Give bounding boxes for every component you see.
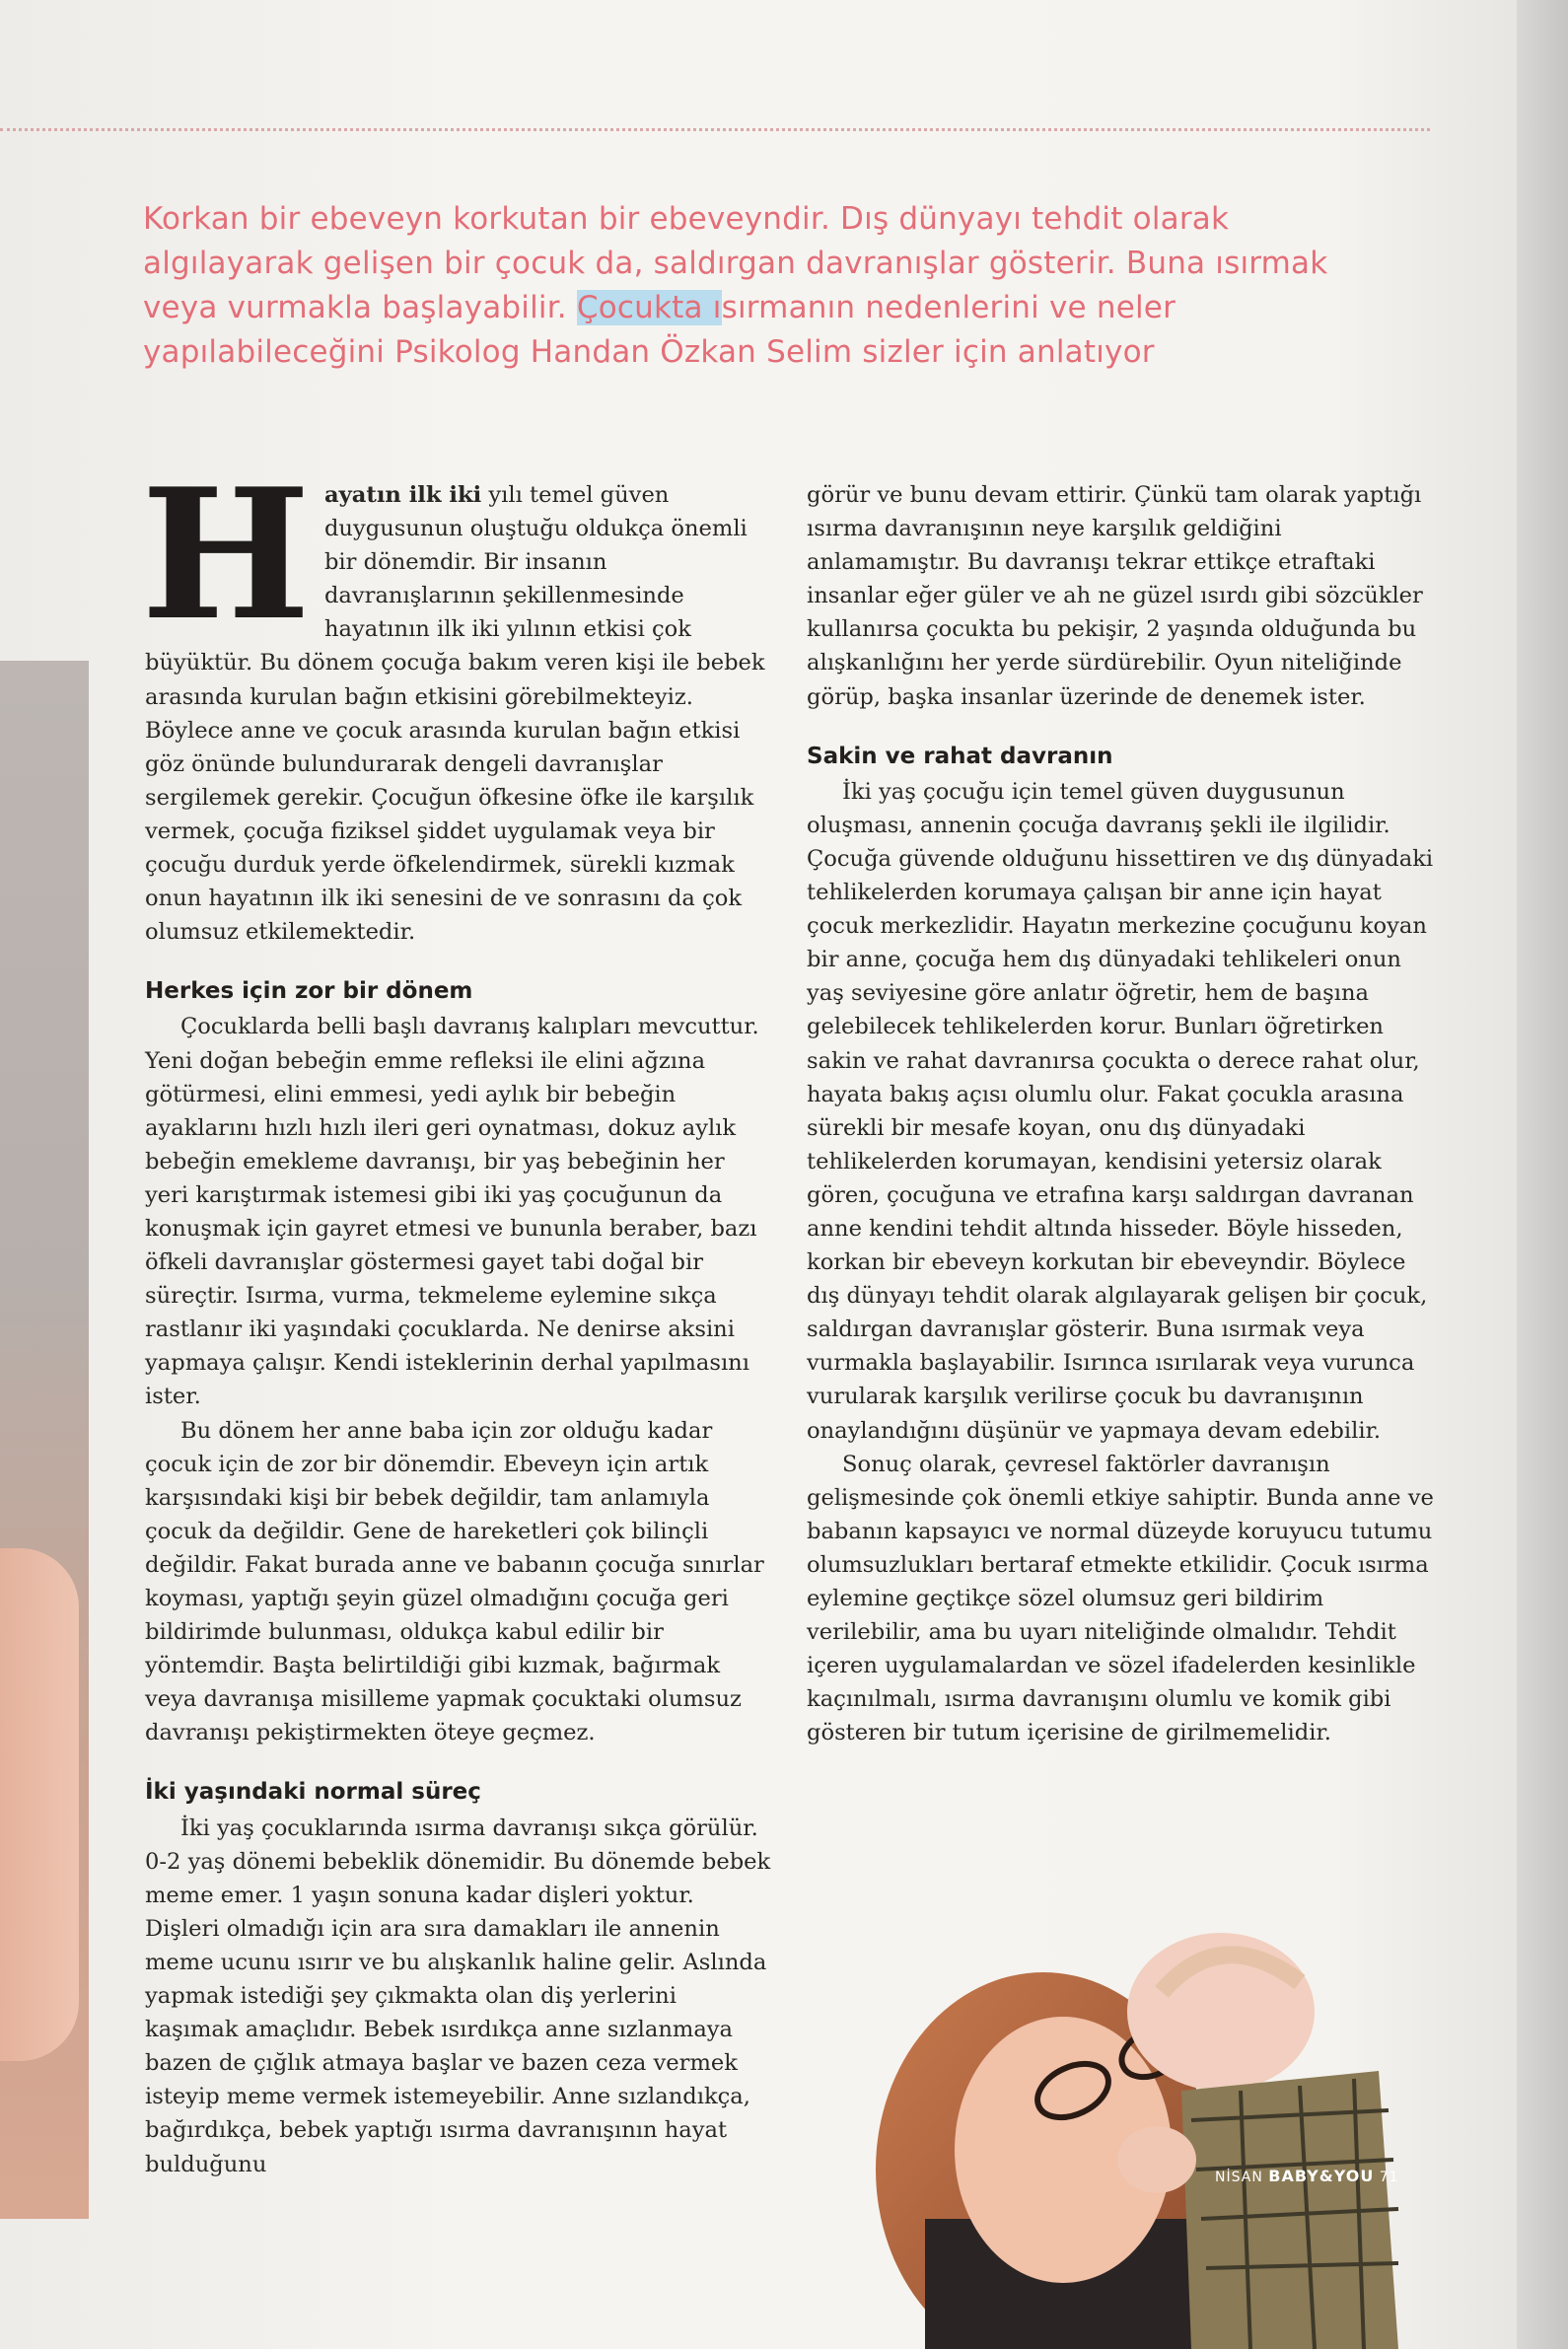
section-heading: Sakin ve rahat davranın	[807, 743, 1113, 769]
dotted-divider	[0, 128, 1430, 131]
body-paragraph: Bu dönem her anne baba için zor olduğu kadar çocuk için de zor bir dönemdir. Ebeveyn için artık karşısındaki kişi bir bebek değildir, tam anlamıyla çocuk da değildir. Gene de hareketleri çok bilinçli değildir. Fakat burada anne ve babanın çocuğa sınırlar koyması, yaptığı şeyin güzel olmadığını çocuğa geri bildirimde bulunması, oldukça kabul edilir bir yöntemdir. Başta belirtildiği gibi kızmak, bağırmak veya davranışa misilleme yapmak çocuktaki olumsuz davranışı pekiştirmekten öteye geçmez.	[145, 1417, 764, 1746]
magazine-name: BABY&YOU	[1268, 2167, 1375, 2185]
body-paragraph: görür ve bunu devam ettirir. Çünkü tam olarak yaptığı ısırma davranışının neye karşılık geldiğini anlamamıştır. Bu davranışı tekrar ettikçe etraftaki insanlar eğer güler ve ah ne güzel ısırdı gibi sözcükler kullanırsa çocukta bu pekişir, 2 yaşında olduğunda bu alışkanlığını her yerde sürdürebilir. Oyun niteliğinde görüp, başka insanlar üzerinde de denemek ister.	[807, 482, 1423, 710]
page-footer	[1215, 2167, 1399, 2185]
footer-month: NİSAN	[1215, 2170, 1263, 2185]
lead-bold-text: ayatın ilk iki	[323, 482, 482, 508]
article-column-left	[141, 449, 771, 2181]
mother-and-baby-photo	[866, 1923, 1418, 2349]
section-heading: İki yaşındaki normal süreç	[145, 1779, 481, 1806]
section-heading: Herkes için zor bir dönem	[145, 978, 473, 1005]
body-paragraph: Sonuç olarak, çevresel faktörler davranışın gelişmesinde çok önemli etkiye sahiptir. Bunda anne ve babanın kapsayıcı ve normal düzeyde koruyucu tutumu olumsuzlukları bertaraf etmekte etkilidir. Çocuk ısırma eylemine geçtikçe sözel olumsuz geri bildirim verilebilir, ama bu uyarı niteliğinde olmalıdır. Tehdit içeren uygulamalardan ve sözel ifadelerden kesinlikle kaçınılmalı, ısırma davranışını olumlu ve komik gibi gösteren bir tutum içerisine de girilmemelidir.	[807, 1451, 1434, 1746]
lead-text: yılı temel güven duygusunun oluştuğu oldukça önemli bir dönemdir. Bir insanın davranışlarının şekillenmesinde hayatının ilk iki yılının etkisi çok büyüktür. Bu dönem çocuğa bakım veren kişi ile bebek arasında kurulan bağın etkisini görebilmekteyiz. Böylece anne ve çocuk arasında kurulan bağın etkisi göz önünde bulundurarak dengeli davranışlar sergilemek gerekir. Çocuğun öfkesine öfke ile karşılık vermek, çocuğa fiziksel şiddet uygulamak veya bir çocuğu durduk yerde öfkelendirmek, sürekli kızmak onun hayatının ilk iki senesini de ve sonrasını da çok olumsuz etkilemektedir.	[145, 482, 765, 946]
article-column-right	[807, 478, 1438, 1749]
opening-paragraph	[141, 449, 771, 949]
intro-paragraph	[143, 197, 1356, 375]
body-paragraph: Çocuklarda belli başlı davranış kalıpları mevcuttur. Yeni doğan bebeğin emme refleksi ile elini ağzına götürmesi, elini emmesi, yedi aylık bir bebeğin ayaklarını hızlı hızlı ileri geri oynatması, dokuz aylık bebeğin emekleme davranışı, bir yaş bebeğinin her yeri karıştırmak istemesi gibi iki yaş çocuğunun da konuşmak için gayret etmesi ve bununla beraber, bazı öfkeli davranışlar göstermesi gayet tabi doğal bir süreçtir. Isırma, vurma, tekmeleme eylemine sıkça rastlanır iki yaşındaki çocuklarda. Ne denirse aksini yapmaya çalışır. Kendi isteklerinin derhal yapılmasını ister.	[145, 1014, 759, 1410]
highlighted-text: Çocukta ı	[576, 290, 722, 325]
baby-hand	[1117, 2126, 1196, 2193]
intro-text-part1: Korkan bir ebeveyn korkutan bir ebeveyndir. Dış dünyayı tehdit olarak algılayarak gelişen bir çocuk da, saldırgan davranışlar gösterir. Buna ısırmak veya vurmakla başlayabilir.	[143, 201, 1328, 325]
body-paragraph: İki yaş çocuğu için temel güven duygusunun oluşması, annenin çocuğa davranış şekli ile ilgilidir. Çocuğa güvende olduğunu hissettiren ve dış dünyadaki tehlikelerden korumaya çalışan bir anne için hayat çocuk merkezlidir. Hayatın merkezine çocuğunu koyan bir anne, çocuğa hem dış dünyadaki tehlikeleri onun yaş seviyesine göre anlatır öğretir, hem de başına gelebilecek tehlikelerden korur. Bunları öğretirken sakin ve rahat davranırsa çocukta o derece rahat olur, hayata bakış açısı olumlu olur. Fakat çocukla arasına sürekli bir mesafe koyan, onu dış dünyadaki tehlikelerden korumayan, kendisini yetersiz olarak gören, çocuğuna ve etrafına karşı saldırgan davranan anne kendini tehdit altında hisseder. Böyle hisseden, korkan bir ebeveyn korkutan bir ebeveyndir. Böylece dış dünyayı tehdit olarak algılayarak gelişen bir çocuk, saldırgan davranışlar gösterir. Buna ısırmak veya vurmakla başlayabilir. Isırınca ısırılarak veya vurunca vurularak karşılık verilirse çocuk bu davranışının onaylandığını düşünür ve yapmaya devam edebilir.	[807, 778, 1434, 1444]
left-photo-strip	[0, 661, 89, 2219]
page-edge	[1517, 0, 1568, 2349]
intro-text-part2: sırmanın nedenlerini ve neler yapılabileceğini Psikolog Handan Özkan Selim sizler için anlatıyor	[143, 290, 1176, 370]
drop-cap: H	[141, 449, 311, 660]
hand-photo-fragment	[0, 1548, 79, 2061]
body-paragraph: İki yaş çocuklarında ısırma davranışı sıkça görülür. 0-2 yaş dönemi bebeklik dönemidir. Bu dönemde bebek meme emer. 1 yaşın sonuna kadar dişleri yoktur. Dişleri olmadığı için ara sıra damakları ile annenin meme ucunu ısırır ve bu alışkanlık haline gelir. Aslında yapmak istediği şey çıkmakta olan diş yerlerini kaşımak amaçlıdır. Bebek ısırdıkça anne sızlanmaya bazen de çığlık atmaya başlar ve bazen ceza vermek isteyip meme vermek istemeyebilir. Anne sızlandıkça, bağırdıkça, bebek yaptığı ısırma davranışının hayat bulduğunu	[145, 1815, 771, 2177]
page-number: 71	[1379, 2170, 1399, 2185]
